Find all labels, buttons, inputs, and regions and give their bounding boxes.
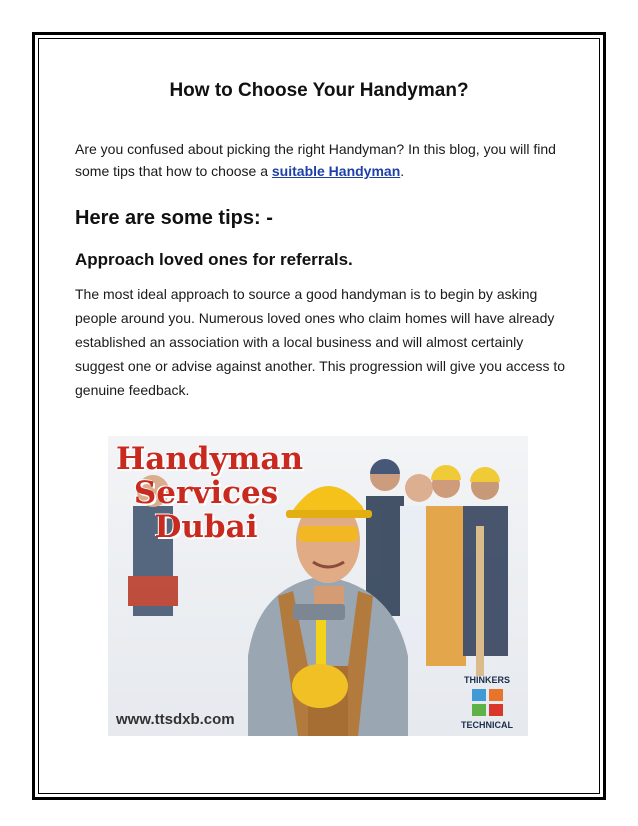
page-title: How to Choose Your Handyman? bbox=[169, 80, 469, 101]
suitable-handyman-link[interactable]: suitable Handyman bbox=[271, 163, 401, 179]
logo-bottom-text: TECHNICAL bbox=[461, 720, 513, 730]
logo-tile-blue-icon bbox=[472, 689, 486, 701]
headline-line-2: Services bbox=[133, 475, 279, 511]
handyman-photo bbox=[108, 436, 528, 736]
headline-line-3: Dubai bbox=[154, 509, 258, 545]
tips-heading: Here are some tips: - bbox=[75, 207, 273, 229]
logo-top-text: THINKERS bbox=[463, 675, 510, 685]
body-paragraph: The most ideal approach to source a good handyman is to begin by asking people around you. Numerous loved ones who claim homes will have already established an association with a local business and will almost certainly suggest one or advise against another. This progression will give you access to genuine feedback. bbox=[75, 286, 566, 398]
logo-tile-red-icon bbox=[489, 704, 503, 716]
headline-line-1: Handyman bbox=[116, 441, 304, 477]
thinkers-technical-logo bbox=[454, 675, 520, 730]
intro-paragraph bbox=[75, 138, 565, 182]
logo-icon-grid bbox=[454, 689, 520, 716]
website-url: www.ttsdxb.com bbox=[116, 711, 235, 728]
logo-tile-green-icon bbox=[472, 704, 486, 716]
intro-end: . bbox=[400, 163, 405, 179]
intro-text: Are you confused about picking the right Handyman? In this blog, you will find some tips that how to choose a bbox=[75, 141, 556, 179]
section-heading: Approach loved ones for referrals. bbox=[75, 250, 353, 269]
handyman-services-dubai-text bbox=[116, 441, 304, 545]
logo-tile-orange-icon bbox=[489, 689, 503, 701]
